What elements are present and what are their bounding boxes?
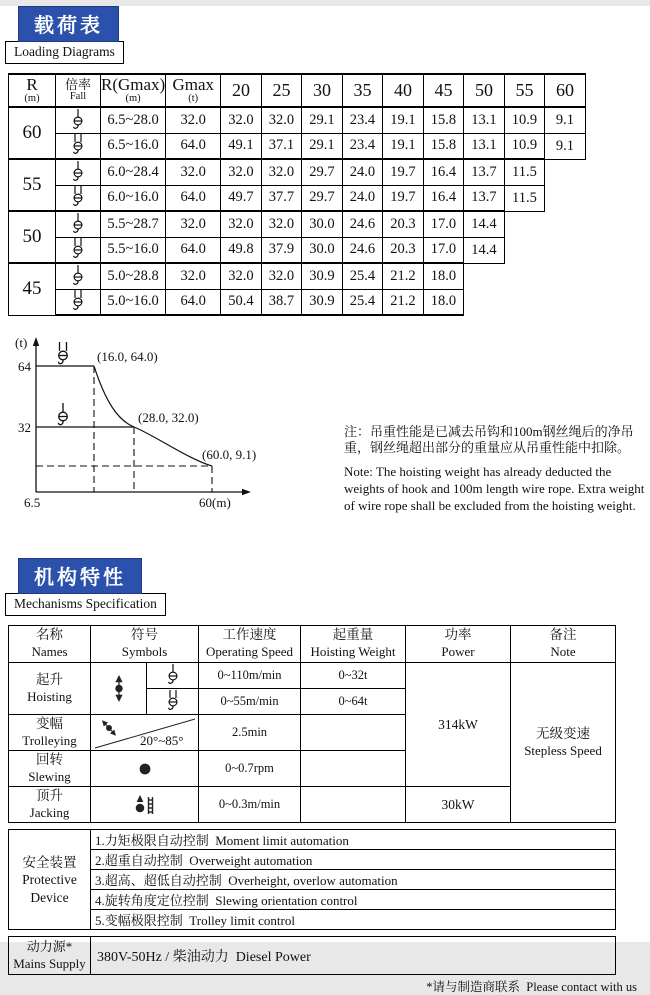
load-curve-chart [6, 330, 336, 528]
capacity-cell: 32.0 [221, 107, 262, 133]
page [0, 6, 650, 995]
gmax-cell: 64.0 [166, 133, 221, 159]
vertical-double-arrow-icon [112, 675, 126, 702]
mech-name-jacking: 顶升 Jacking [9, 787, 91, 823]
fall-symbol-cell [56, 185, 101, 211]
void-cell [464, 263, 505, 289]
capacity-cell: 9.1 [545, 107, 586, 133]
header-radius-30: 30 [302, 74, 343, 107]
mains-header-cell [9, 937, 91, 975]
loading-row [9, 133, 586, 159]
capacity-cell: 18.0 [423, 289, 464, 315]
fall-symbol-cell [56, 159, 101, 185]
void-cell [545, 289, 586, 315]
mech-header-speed: 工作速度 Operating Speed [199, 626, 301, 663]
fall-symbol-cell [56, 211, 101, 237]
loading-row [9, 107, 586, 133]
capacity-cell: 14.4 [464, 237, 505, 263]
rgmax-range-cell: 5.0~28.8 [101, 263, 166, 289]
capacity-cell: 30.0 [302, 211, 343, 237]
ytick-64: 64 [18, 359, 31, 374]
mains-supply-table [8, 936, 616, 975]
double-fall-hook-icon [70, 238, 86, 261]
mech-name-slewing: 回转 Slewing [9, 751, 91, 787]
loading-row [9, 159, 586, 185]
xtick-end: 60(m) [199, 495, 231, 510]
fall-symbol-cell [56, 133, 101, 159]
capacity-cell: 13.7 [464, 159, 505, 185]
mech-row-hoisting-single [9, 663, 616, 689]
hoisting-weight-double: 0~64t [301, 689, 406, 715]
capacity-cell: 10.9 [504, 133, 545, 159]
hoisting-speed-double: 0~55m/min [199, 689, 301, 715]
hoisting-symbol-cell [91, 663, 147, 715]
void-cell [504, 211, 545, 237]
header-radius-40: 40 [383, 74, 424, 107]
mechanisms-table [8, 625, 616, 823]
capacity-cell: 16.4 [423, 185, 464, 211]
safety-item: 3.超高、超低自动控制 Overheight, overlow automation [91, 870, 616, 890]
safety-item: 5.变幅极限控制 Trolley limit control [91, 910, 616, 930]
capacity-cell: 15.8 [423, 133, 464, 159]
rgmax-range-cell: 5.0~16.0 [101, 289, 166, 315]
hook-single-fall-cell [147, 663, 199, 689]
mech-header-names: 名称 Names [9, 626, 91, 663]
point-label-28-32: (28.0, 32.0) [138, 410, 199, 425]
void-cell [545, 263, 586, 289]
loading-table [8, 73, 586, 316]
void-cell [545, 237, 586, 263]
mech-header-note: 备注 Note [511, 626, 616, 663]
capacity-cell: 19.1 [383, 107, 424, 133]
double-fall-hook-icon [70, 134, 86, 157]
capacity-cell: 32.0 [261, 107, 302, 133]
header-radius-60: 60 [545, 74, 586, 107]
note-stepless-cell: 无级变速 Stepless Speed [511, 663, 616, 823]
rgmax-range-cell: 5.5~16.0 [101, 237, 166, 263]
safety-label-en: Protective Device [22, 872, 77, 905]
header-radius-45: 45 [423, 74, 464, 107]
mech-header-symbols: 符号 Symbols [91, 626, 199, 663]
safety-row [9, 830, 616, 850]
single-fall-hook-icon [58, 403, 67, 425]
power-main-cell: 314kW [406, 663, 511, 787]
capacity-cell: 11.5 [504, 159, 545, 185]
section-mechanisms-title [5, 558, 166, 616]
capacity-cell: 24.0 [342, 185, 383, 211]
capacity-cell: 21.2 [383, 289, 424, 315]
radius-group-label: 50 [9, 211, 56, 263]
xtick-start: 6.5 [24, 495, 41, 510]
dashed-guides [36, 366, 212, 492]
mech-header-weight: 起重量 Hoisting Weight [301, 626, 406, 663]
mains-value: 380V-50Hz / 柴油动力 Diesel Power [91, 937, 616, 975]
capacity-cell: 32.0 [261, 159, 302, 185]
loading-row [9, 263, 586, 289]
header-gmax: Gmax (t) [166, 74, 221, 107]
capacity-cell: 25.4 [342, 289, 383, 315]
gmax-cell: 64.0 [166, 289, 221, 315]
footer-note: *请与制造商联系 Please contact with us [426, 980, 637, 995]
capacity-cell: 16.4 [423, 159, 464, 185]
capacity-cell: 19.7 [383, 159, 424, 185]
y-axis-unit-label: (t) [15, 335, 28, 350]
fall-symbol-cell [56, 237, 101, 263]
point-label-16-64: (16.0, 64.0) [97, 349, 158, 364]
mains-row [9, 937, 616, 975]
double-fall-hook-icon [58, 342, 67, 364]
mains-label-en: Mains Supply [13, 955, 86, 971]
capacity-cell: 29.7 [302, 159, 343, 185]
safety-row [9, 870, 616, 890]
fall-symbol-cell [56, 289, 101, 315]
header-radius-35: 35 [342, 74, 383, 107]
void-cell [545, 159, 586, 185]
rgmax-range-cell: 6.5~16.0 [101, 133, 166, 159]
slewing-symbol-cell [91, 751, 199, 787]
safety-row [9, 890, 616, 910]
capacity-cell: 30.0 [302, 237, 343, 263]
capacity-cell: 32.0 [261, 211, 302, 237]
capacity-cell: 21.2 [383, 263, 424, 289]
void-cell [464, 289, 505, 315]
mech-header-power: 功率 Power [406, 626, 511, 663]
double-fall-hook-icon [70, 290, 86, 313]
notes [344, 424, 650, 522]
capacity-cell: 23.4 [342, 107, 383, 133]
single-fall-hook-icon [165, 664, 181, 687]
safety-row [9, 850, 616, 870]
safety-table [8, 829, 616, 930]
single-fall-hook-icon [70, 161, 86, 184]
fall-symbol-cell [56, 107, 101, 133]
capacity-cell: 9.1 [545, 133, 586, 159]
gmax-cell: 64.0 [166, 237, 221, 263]
rgmax-range-cell: 6.0~28.4 [101, 159, 166, 185]
capacity-cell: 32.0 [221, 159, 262, 185]
capacity-cell: 13.1 [464, 107, 505, 133]
note-en: Note: The hoisting weight has already deducted the weights of hook and 100m length wire rope. Extra weight of wire rope shall be excluded from the hoisting weight. [344, 464, 645, 514]
capacity-cell: 18.0 [423, 263, 464, 289]
capacity-cell: 24.6 [342, 237, 383, 263]
safety-header-cell [9, 830, 91, 930]
diagonal-double-arrow-icon [92, 716, 198, 750]
mechanisms-title-zh: 机构特性 [18, 558, 142, 594]
safety-row [9, 910, 616, 930]
capacity-cell: 32.0 [221, 211, 262, 237]
capacity-cell: 20.3 [383, 237, 424, 263]
void-cell [504, 263, 545, 289]
jacking-ladder-icon [134, 794, 156, 816]
capacity-cell: 50.4 [221, 289, 262, 315]
mech-name-hoisting: 起升 Hoisting [9, 663, 91, 715]
capacity-cell: 14.4 [464, 211, 505, 237]
mech-name-trolleying: 变幅 Trolleying [9, 715, 91, 751]
chart-section [6, 330, 650, 528]
capacity-cell: 10.9 [504, 107, 545, 133]
gmax-cell: 32.0 [166, 159, 221, 185]
safety-item: 1.力矩极限自动控制 Moment limit automation [91, 830, 616, 850]
radius-group-label: 60 [9, 107, 56, 159]
capacity-cell: 25.4 [342, 263, 383, 289]
radius-group-label: 45 [9, 263, 56, 315]
section-loading-title [5, 6, 124, 64]
single-fall-hook-icon [70, 265, 86, 288]
safety-item: 4.旋转角度定位控制 Slewing orientation control [91, 890, 616, 910]
trolleying-symbol-cell [91, 715, 199, 751]
capacity-cell: 32.0 [261, 263, 302, 289]
void-cell [504, 237, 545, 263]
capacity-cell: 19.1 [383, 133, 424, 159]
power-jacking-cell: 30kW [406, 787, 511, 823]
trolleying-speed: 2.5min [199, 715, 301, 751]
capacity-cell: 37.7 [261, 185, 302, 211]
void-cell [545, 211, 586, 237]
slewing-weight [301, 751, 406, 787]
note-zh: 注：吊重性能是已减去吊钩和100m钢丝绳后的净吊重，钢丝绳超出部分的重量应从吊重性能中扣除。 [344, 423, 634, 456]
capacity-cell: 13.7 [464, 185, 505, 211]
void-cell [545, 185, 586, 211]
hoisting-speed-single: 0~110m/min [199, 663, 301, 689]
double-fall-hook-icon [165, 690, 181, 713]
loading-title-en: Loading Diagrams [5, 41, 124, 64]
rgmax-range-cell: 5.5~28.7 [101, 211, 166, 237]
capacity-cell: 37.1 [261, 133, 302, 159]
capacity-cell: 24.0 [342, 159, 383, 185]
mech-header-row [9, 626, 616, 663]
gmax-cell: 32.0 [166, 107, 221, 133]
capacity-cell: 17.0 [423, 211, 464, 237]
radius-group-label: 55 [9, 159, 56, 211]
header-radius-55: 55 [504, 74, 545, 107]
loading-row [9, 237, 586, 263]
header-radius-20: 20 [221, 74, 262, 107]
capacity-cell: 30.9 [302, 289, 343, 315]
void-cell [504, 289, 545, 315]
hoisting-weight-single: 0~32t [301, 663, 406, 689]
header-radius: R (m) [9, 74, 56, 107]
header-rgmax: R(Gmax) (m) [101, 74, 166, 107]
header-radius-50: 50 [464, 74, 505, 107]
capacity-cell: 30.9 [302, 263, 343, 289]
rgmax-range-cell: 6.5~28.0 [101, 107, 166, 133]
hook-double-fall-cell [147, 689, 199, 715]
double-fall-hook-icon [70, 186, 86, 209]
single-fall-hook-icon [70, 213, 86, 236]
mains-label-zh: 动力源* [26, 938, 73, 954]
loading-row [9, 185, 586, 211]
single-fall-hook-icon [70, 109, 86, 132]
capacity-cell: 11.5 [504, 185, 545, 211]
capacity-cell: 49.8 [221, 237, 262, 263]
trolleying-angle-label: 20°~85° [139, 732, 183, 748]
loading-table-body [9, 107, 586, 315]
header-radius-25: 25 [261, 74, 302, 107]
point-label-60-9: (60.0, 9.1) [202, 447, 257, 462]
y-axis-arrow-icon [33, 337, 39, 346]
loading-row [9, 289, 586, 315]
capacity-cell: 29.1 [302, 133, 343, 159]
capacity-cell: 23.4 [342, 133, 383, 159]
jacking-speed: 0~0.3m/min [199, 787, 301, 823]
rgmax-range-cell: 6.0~16.0 [101, 185, 166, 211]
capacity-cell: 38.7 [261, 289, 302, 315]
loading-table-header-row [9, 74, 586, 107]
capacity-cell: 37.9 [261, 237, 302, 263]
capacity-cell: 24.6 [342, 211, 383, 237]
gmax-cell: 32.0 [166, 263, 221, 289]
capacity-cell: 32.0 [221, 263, 262, 289]
gmax-cell: 32.0 [166, 211, 221, 237]
filled-circle-icon [138, 762, 152, 776]
capacity-cell: 13.1 [464, 133, 505, 159]
ytick-32: 32 [18, 420, 31, 435]
capacity-cell: 19.7 [383, 185, 424, 211]
loading-title-zh: 载荷表 [18, 6, 119, 42]
capacity-cell: 49.7 [221, 185, 262, 211]
loading-row [9, 211, 586, 237]
capacity-cell: 20.3 [383, 211, 424, 237]
mechanisms-title-en: Mechanisms Specification [5, 593, 166, 616]
trolleying-weight [301, 715, 406, 751]
jacking-symbol-cell [91, 787, 199, 823]
safety-label-zh: 安全装置 [22, 854, 77, 870]
capacity-cell: 17.0 [423, 237, 464, 263]
safety-item: 2.超重自动控制 Overweight automation [91, 850, 616, 870]
header-fall: 倍率 Fall [56, 74, 101, 107]
slewing-speed: 0~0.7rpm [199, 751, 301, 787]
capacity-cell: 29.7 [302, 185, 343, 211]
capacity-cell: 29.1 [302, 107, 343, 133]
x-axis-arrow-icon [242, 489, 251, 495]
jacking-weight [301, 787, 406, 823]
capacity-cell: 15.8 [423, 107, 464, 133]
gmax-cell: 64.0 [166, 185, 221, 211]
fall-symbol-cell [56, 263, 101, 289]
capacity-cell: 49.1 [221, 133, 262, 159]
